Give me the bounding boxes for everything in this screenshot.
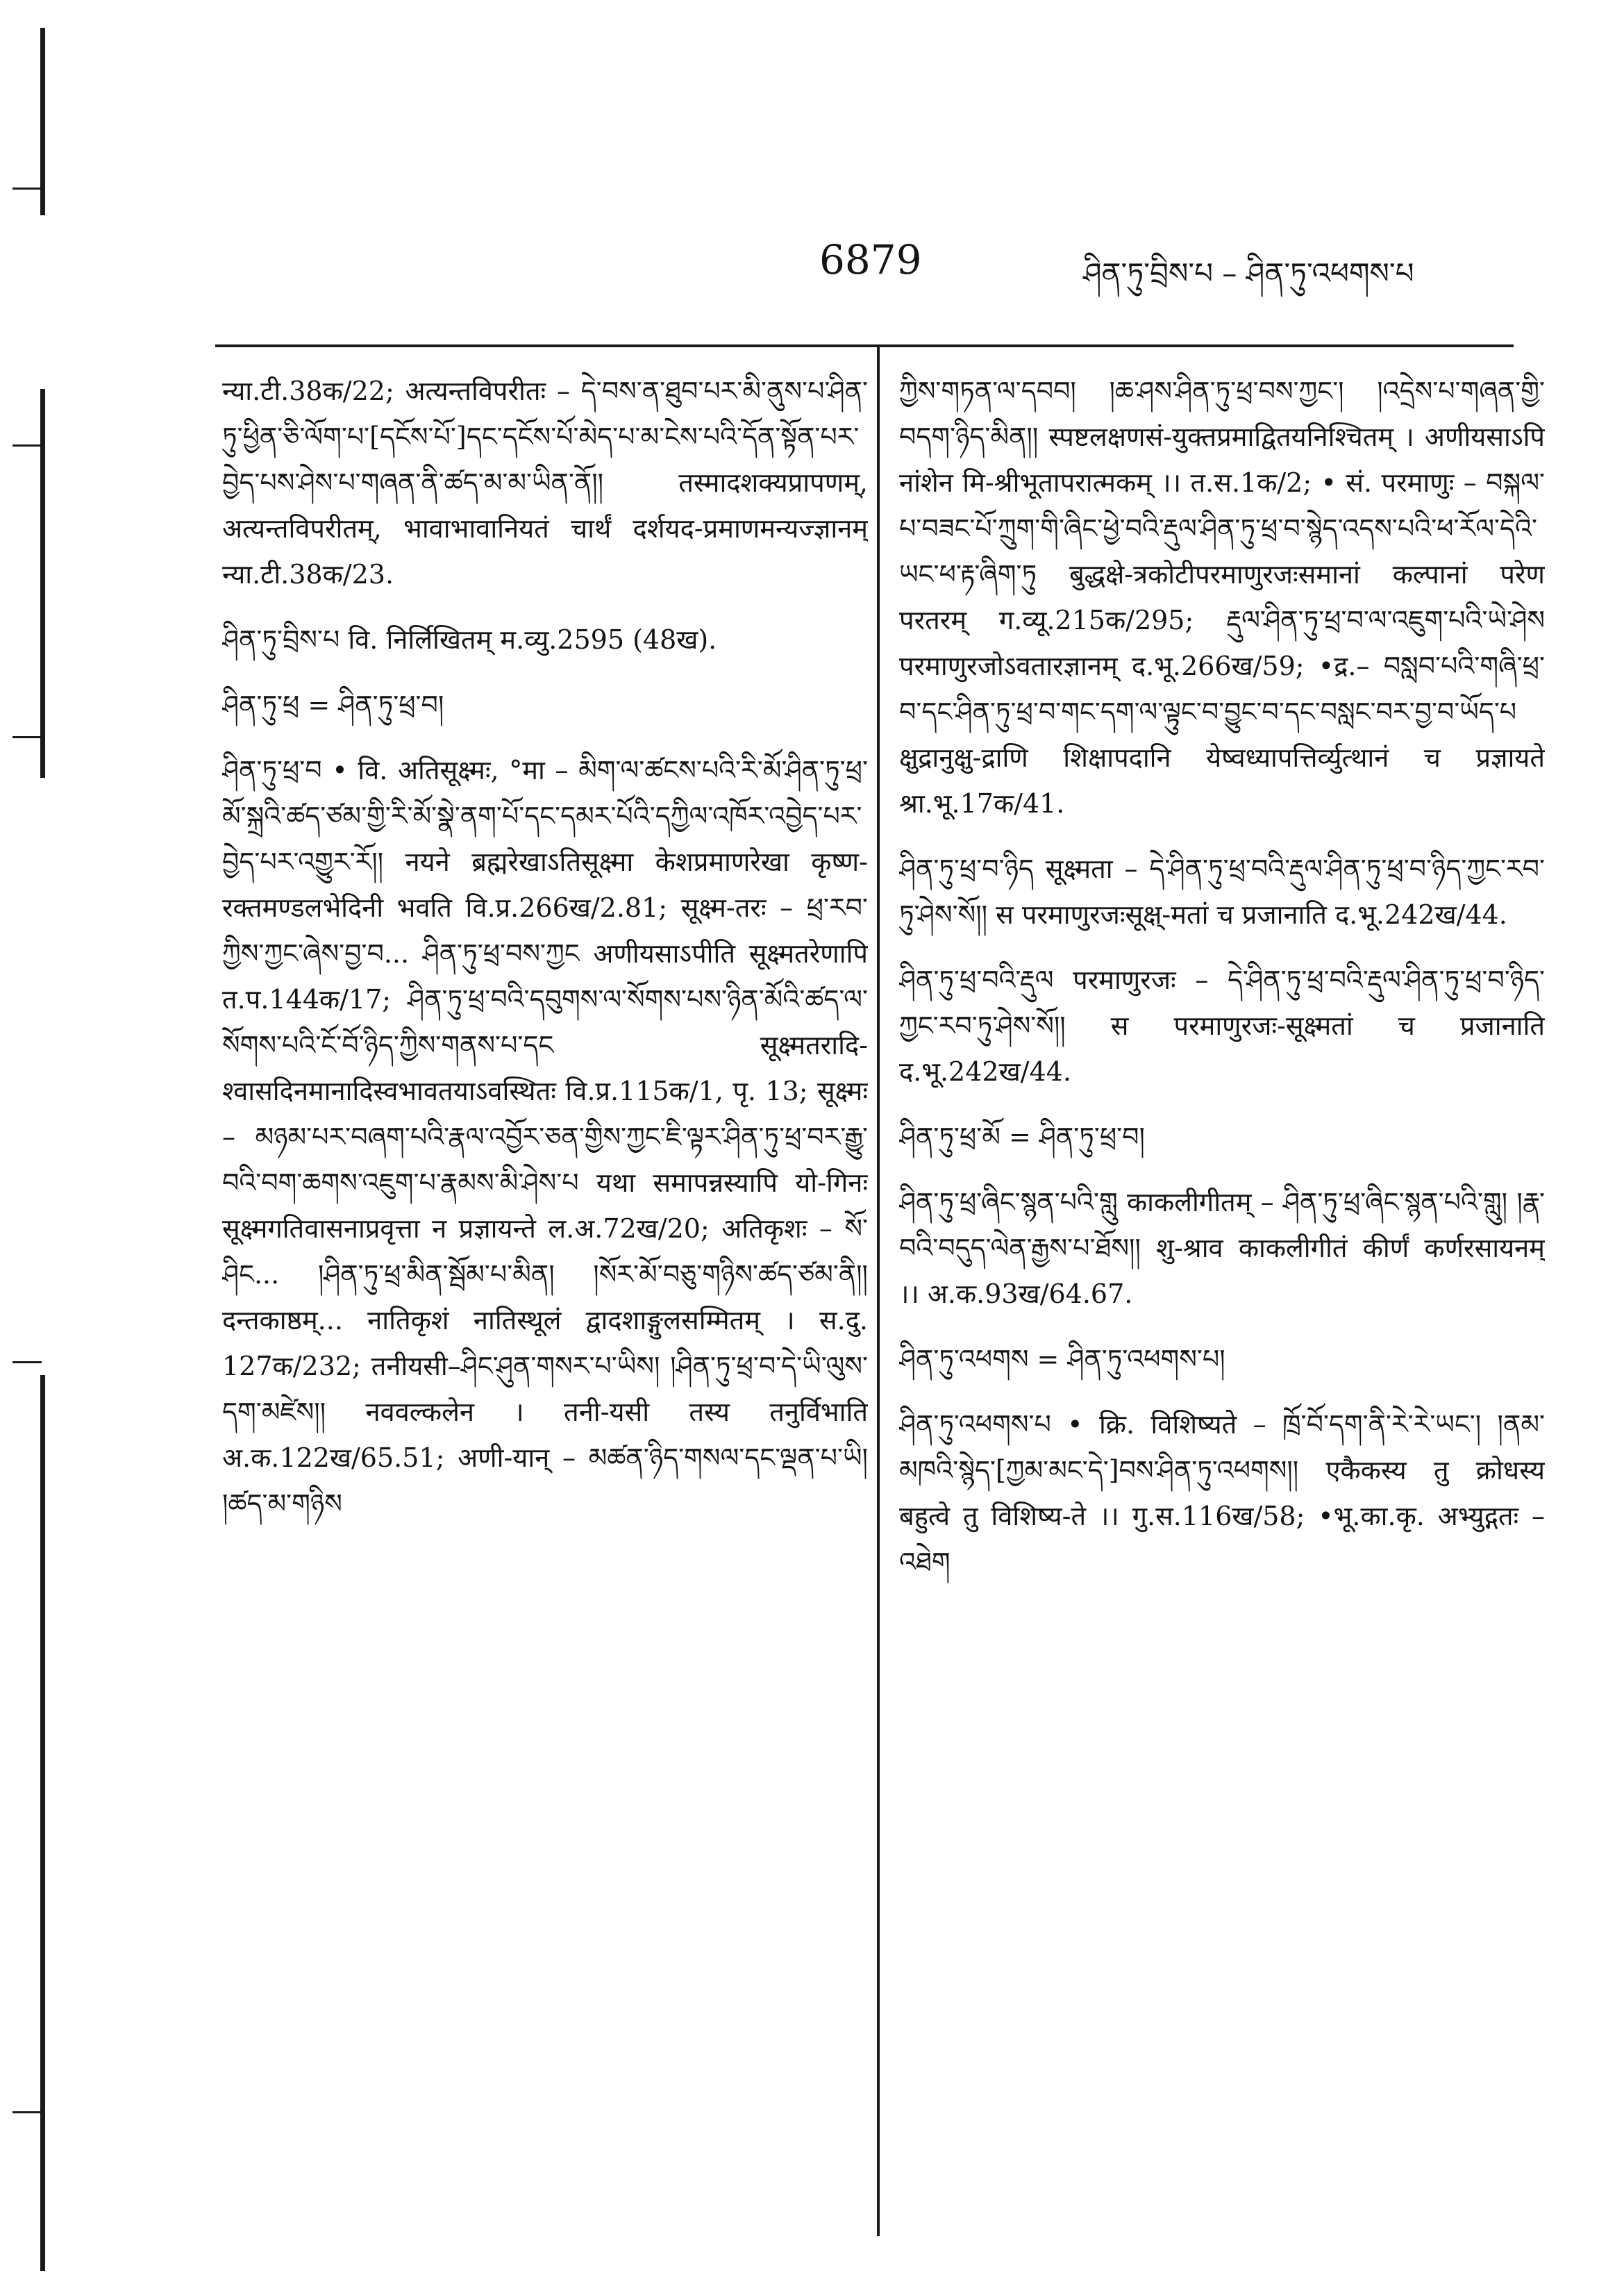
right-column (899, 368, 1545, 2229)
dictionary-entry: ཀྱིས་གཏན་ལ་དབབ། །ཆ་ཤས་ཤིན་ཏུ་ཕྲ་བས་ཀྱང་། །འདྲེས་པ་གཞན་གྱི་བདག་ཉིད་མིན།། स्पष्टलक्षणसं-युक्तप्रमाद्वितयनिश्चितम् । अणीयसाऽपि नांशेन मि-श्रीभूतापरात्मकम् ।। त.स.1क/2; • सं. परमाणुः – བསྐལ་པ་བཟང་པོ་ཀྲུག་གི་ཞིང་ཕྱེ་བའི་རྡུལ་ཤིན་ཏུ་ཕྲ་བ་སྙེད་འདས་པའི་ཕ་རོལ་དེའི་ཡང་ཕ་རྟ་ཞིག་ཏུ बुद्धक्षे-त्रकोटीपरमाणुरजःसमानां कल्पानां परेण परतरम् ग.व्यू.215क/295; རྡུལ་ཤིན་ཏུ་ཕྲ་བ་ལ་འཇུག་པའི་ཡེ་ཤེས परमाणुरजोऽवतारज्ञानम् द.भू.266ख/59; •द्र.– བསླབ་པའི་གཞི་ཕྲ་བ་དང་ཤིན་ཏུ་ཕྲ་བ་གང་དག་ལ་ལྟུང་བ་བྱུང་བ་དང་བསླང་བར་བྱ་བ་ཡོད་པ क्षुद्रानुक्षु-द्राणि शिक्षापदानि येष्वध्यापत्तिर्व्युत्थानं च प्रज्ञायते श्रा.भू.17क/41. (899, 376, 1545, 819)
page-number: 6879 (819, 236, 922, 283)
header-rule (215, 344, 1514, 347)
dictionary-entry: न्या.टी.38क/22; अत्यन्तविपरीतः – དེ་བས་ན་ཐུབ་པར་མི་ནུས་པ་ཤིན་ཏུ་ཕྱིན་ཅི་ལོག་པ་[དངོས་པོ་]དང་དངོས་པོ་མེད་པ་མ་ངེས་པའི་དོན་སྟོན་པར་བྱེད་པས་ཤེས་པ་གཞན་ནི་ཚད་མ་མ་ཡིན་ནོ།། तस्मादशक्यप्रापणम्, अत्यन्तविपरीतम्, भावाभावानियतं चार्थं दर्शयद-प्रमाणमन्यज्ज्ञानम् न्या.टी.38क/23. (222, 376, 868, 590)
dictionary-entry: ཤིན་ཏུ་འཕགས = ཤིན་ཏུ་འཕགས་པ། (899, 1344, 1225, 1374)
running-head: ཤིན་ཏུ་བྲིས་པ – ཤིན་ཏུ་འཕགས་པ (1083, 256, 1414, 290)
margin-tick (12, 1361, 42, 1363)
page-header (819, 236, 1500, 299)
dictionary-entry: ཤིན་ཏུ་ཕྲ་མོ = ཤིན་ཏུ་ཕྲ་བ། (899, 1122, 1145, 1152)
scan-edge-mid (40, 389, 45, 778)
margin-tick (12, 444, 42, 447)
dictionary-entry: ཤིན་ཏུ་འཕགས་པ • क्रि. विशिष्यते – ཁྲོ་བོ་དག་ནི་རེ་རེ་ཡང་། །ནམ་མཁའི་སྙེད་[ཀྱམ་མང་དེ་]བས་ཤིན་ཏུ་འཕགས།། एकैकस्य तु क्रोधस्य बहुत्वे तु विशिष्य-ते ।। गु.स.116ख/58; •भू.का.कृ. अभ्युद्गतः – འཐེག (899, 1409, 1545, 1577)
dictionary-entry: ཤིན་ཏུ་བྲིས་པ वि. निर्लिखितम् म.व्यु.2595 (48ख). (222, 624, 717, 655)
dictionary-entry: ཤིན་ཏུ་ཕྲ་ཞིང་སྙན་པའི་གླུ काकलीगीतम् – ཤིན་ཏུ་ཕྲ་ཞིང་སྙན་པའི་གླུ། །རྣ་བའི་བདུད་ལེན་རྒྱས་པ་ཐོས།། शु-श्राव काकलीगीतं कीर्णं कर्णरसायनम् ।। अ.क.93ख/64.67. (899, 1187, 1545, 1309)
dictionary-entry: ཤིན་ཏུ་ཕྲ་བ • वि. अतिसूक्ष्मः, °मा – མིག་ལ་ཚངས་པའི་རི་མོ་ཤིན་ཏུ་ཕྲ་མོ་སྐྲའི་ཚད་ཙམ་གྱི་རི་མོ་སྣེ་ནག་པོ་དང་དམར་པོའི་དཀྱིལ་འཁོར་འབྱེད་པར་བྱེད་པར་འགྱུར་རོ།། नयने ब्रह्मरेखाऽतिसूक्ष्मा केशप्रमाणरेखा कृष्ण-रक्तमण्डलभेदिनी भवति वि.प्र.266ख/2.81; सूक्ष्म-तरः – ཕྲ་རབ་ཀྱིས་ཀྱང་ཞེས་བྱ་བ... ཤིན་ཏུ་ཕྲ་བས་ཀྱང अणीयसाऽपीति सूक्ष्मतरेणापि त.प.144क/17; ཤིན་ཏུ་ཕྲ་བའི་དབུགས་ལ་སོགས་པས་ཉིན་མོའི་ཚད་ལ་སོགས་པའི་ངོ་བོ་ཉིད་ཀྱིས་གནས་པ་དང सूक्ष्मतरादि-श्वासदिनमानादिस्वभावतयाऽवस्थितः वि.प्र.115क/1, पृ. 13; सूक्ष्मः – མཉམ་པར་བཞག་པའི་རྣལ་འབྱོར་ཅན་གྱིས་ཀྱང་ཇི་ལྟར་ཤིན་ཏུ་ཕྲ་བར་རྒྱུ་བའི་བག་ཆགས་འཇུག་པ་རྣམས་མི་ཤེས་པ यथा समापन्नस्यापि यो-गिनः सूक्ष्मगतिवासनाप्रवृत्ता न प्रज्ञायन्ते ल.अ.72ख/20; अतिकृशः – སོ་ཤིང... །ཤིན་ཏུ་ཕྲ་མིན་སྦོམ་པ་མིན། །སོར་མོ་བཅུ་གཉིས་ཚད་ཙམ་ནི།། दन्तकाष्ठम्... नातिकृशं नातिस्थूलं द्वादशाङ्गुलसम्मितम् । स.दु. 127क/232; तनीयसी–ཤིང་ཤུན་གསར་པ་ཡིས། །ཤིན་ཏུ་ཕྲ་བ་དེ་ཡི་ལུས་དག་མཛེས།། नववल्कलेन । तनी-यसी तस्य तनुर्विभाति अ.क.122ख/65.51; अणी-यान् – མཚན་ཉིད་གསལ་དང་ལྡན་པ་ཡི། །ཚད་མ་གཉིས (222, 755, 868, 1519)
scan-edge-low (40, 1375, 45, 2271)
dictionary-entry: ཤིན་ཏུ་ཕྲ = ཤིན་ཏུ་ཕྲ་བ། (222, 690, 444, 720)
column-divider (877, 347, 880, 2236)
margin-tick (12, 188, 42, 190)
dictionary-entry: ཤིན་ཏུ་ཕྲ་བ་ཉིད सूक्ष्मता – དེ་ཤིན་ཏུ་ཕྲ་བའི་རྡུལ་ཤིན་ཏུ་ཕྲ་བ་ཉིད་ཀྱང་རབ་ཏུ་ཤེས་སོ།། स परमाणुरजःसूक्ष्-मतां च प्रजानाति द.भू.242ख/44. (899, 854, 1545, 930)
margin-tick (12, 2111, 42, 2113)
margin-tick (12, 736, 42, 738)
dictionary-entry: ཤིན་ཏུ་ཕྲ་བའི་རྡུལ परमाणुरजः – དེ་ཤིན་ཏུ་ཕྲ་བའི་རྡུལ་ཤིན་ཏུ་ཕྲ་བ་ཉིད་ཀྱང་རབ་ཏུ་ཤེས་སོ།། स परमाणुरजः-सूक्ष्मतां च प्रजानाति द.भू.242ख/44. (899, 965, 1545, 1087)
left-column (222, 368, 868, 2229)
